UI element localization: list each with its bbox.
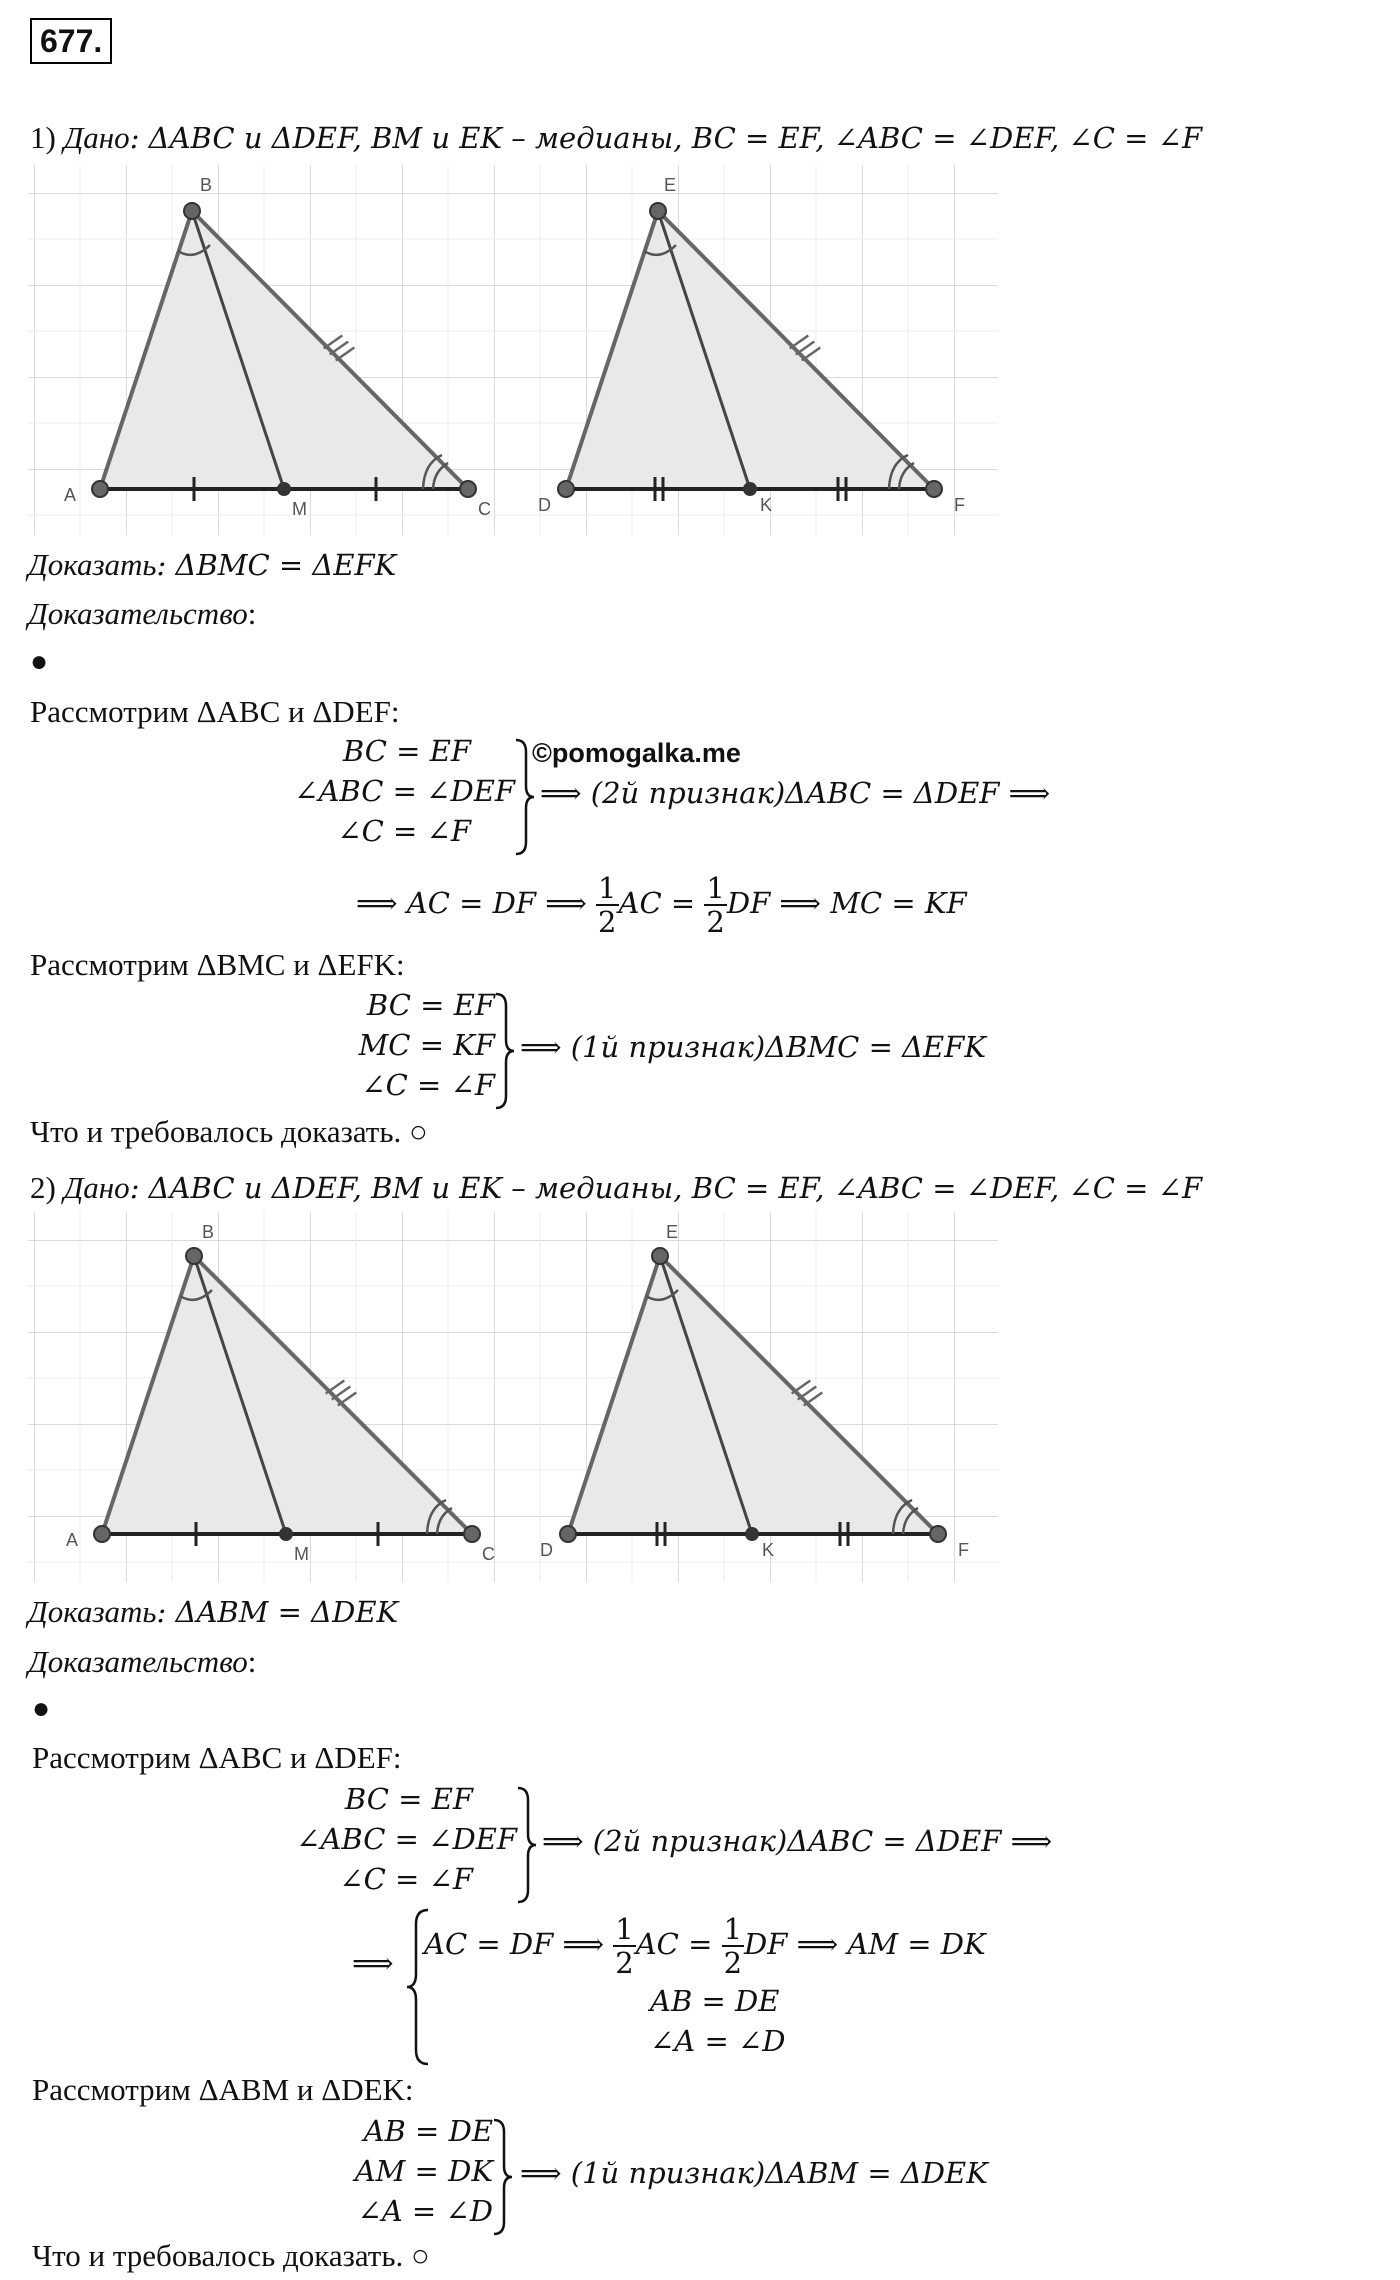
part2-prove-line <box>28 1592 398 1632</box>
part1-sys1-result: ⟹ (2й признак)ΔABC = ΔDEF ⟹ <box>540 776 1051 810</box>
part1-label-e: E <box>664 175 677 195</box>
part1-label-c: C <box>478 499 491 519</box>
part2-consider1: Рассмотрим ΔABC и ΔDEF: <box>32 1740 402 1775</box>
part2-label-b: B <box>202 1222 215 1242</box>
part1-given-text: : ΔABC и ΔDEF, BM и EK – медианы, BC = EF, ∠ABC = ∠DEF, ∠C = ∠F <box>129 121 1203 155</box>
part2-label-e: E <box>666 1222 679 1242</box>
part2-label-d: D <box>540 1540 553 1560</box>
part2-sys1-result: ⟹ (2й признак)ΔABC = ΔDEF ⟹ <box>542 1824 1053 1858</box>
part1-figure <box>28 165 998 535</box>
part1-label-a: A <box>64 485 77 505</box>
part1-label-b: B <box>200 175 213 195</box>
part2-sys-b-row1-a: AC = DF ⟹ <box>424 1927 605 1961</box>
part1-median-c: DF ⟹ MC = KF <box>726 886 967 920</box>
part2-label: 2) <box>30 1170 56 1205</box>
part1-sys1-row3: ∠C = ∠F <box>337 814 471 848</box>
part2-sys-b-row1 <box>424 1904 986 1984</box>
part1-consider1: Рассмотрим ΔABC и ΔDEF: <box>30 694 400 729</box>
part2-label-c: C <box>482 1544 495 1564</box>
part1-proof-colon: : <box>247 596 257 631</box>
part1-label-k: K <box>760 495 773 515</box>
part1-sys2-result: ⟹ (1й признак)ΔBMC = ΔEFK <box>520 1030 986 1064</box>
part1-given-word: Дано <box>63 120 130 155</box>
part1-sys2-row2: MC = KF <box>358 1028 495 1062</box>
part2-prove-text: : ΔABM = ΔDEK <box>156 1595 399 1629</box>
part1-proof-line <box>28 594 256 634</box>
part2-consider2: Рассмотрим ΔABM и ΔDEK: <box>32 2072 414 2107</box>
part1-median-a: ⟹ AC = DF ⟹ <box>356 886 587 920</box>
part2-label-f: F <box>958 1540 969 1560</box>
part2-sys2-brace <box>492 2118 514 2236</box>
part2-proof-word: Доказательство <box>28 1644 248 1679</box>
part1-frac-2: $\frac{1}{2}$ <box>706 871 725 939</box>
watermark: ©pomogalka.me <box>532 738 741 768</box>
part2-sys-b-row1-b: AC = <box>635 1927 713 1961</box>
part2-sys1-row1: BC = EF <box>344 1782 473 1816</box>
part1-system2 <box>300 988 495 1114</box>
part1-sys2-row3: ∠C = ∠F <box>361 1068 495 1102</box>
part2-conclusion: Что и требовалось доказать. ○ <box>32 2238 430 2273</box>
part2-sys1-row2: ∠ABC = ∠DEF <box>296 1822 517 1856</box>
part1-sys1-row1: BC = EF <box>342 734 471 768</box>
part2-given-text: : ΔABC и ΔDEF, BM и EK – медианы, BC = EF, ∠ABC = ∠DEF, ∠C = ∠F <box>129 1171 1203 1205</box>
part1-proof-word: Доказательство <box>28 596 248 631</box>
part1-conclusion: Что и требовалось доказать. ○ <box>30 1114 428 1149</box>
part2-prove-word: Доказать <box>28 1594 157 1629</box>
part2-frac-2: $\frac{1}{2}$ <box>723 1912 743 1980</box>
part1-sys2-brace <box>494 992 516 1110</box>
part1-bullet: ● <box>30 645 49 678</box>
part2-bullet: ● <box>32 1692 51 1725</box>
part2-sys-b-row2: AB = DE <box>650 1984 780 2018</box>
part2-proof-line <box>28 1642 256 1682</box>
part1-given-line <box>30 118 1202 158</box>
part1-median-line <box>356 863 967 943</box>
part1-consider2: Рассмотрим ΔBMC и ΔEFK: <box>30 947 405 982</box>
part2-sys2-row2: AM = DK <box>354 2154 493 2188</box>
part2-system2 <box>300 2114 493 2240</box>
part2-given-word: Дано <box>63 1170 130 1205</box>
part2-sys1-row3: ∠C = ∠F <box>339 1862 473 1896</box>
part2-sys-b-row3: ∠A = ∠D <box>650 2024 786 2058</box>
part2-label-k: K <box>762 1540 775 1560</box>
part2-sys1-brace <box>516 1786 538 1904</box>
part2-given-line <box>30 1168 1202 1208</box>
part1-label-m: M <box>292 499 307 519</box>
part2-sys2-row1: AB = DE <box>363 2114 493 2148</box>
part1-sys1-row2: ∠ABC = ∠DEF <box>294 774 515 808</box>
part2-figure <box>28 1212 998 1582</box>
part2-system1 <box>262 1782 517 1908</box>
part2-frac-1: $\frac{1}{2}$ <box>615 1912 634 1980</box>
part2-proof-colon: : <box>247 1644 257 1679</box>
part1-label: 1) <box>30 120 56 155</box>
part1-frac-1: $\frac{1}{2}$ <box>598 871 617 939</box>
part1-sys2-row1: BC = EF <box>366 988 495 1022</box>
part1-label-f: F <box>954 495 965 515</box>
part1-prove-text: : ΔBMC = ΔEFK <box>156 548 397 582</box>
part1-median-b: AC = <box>618 886 696 920</box>
part2-sys2-row3: ∠A = ∠D <box>357 2194 493 2228</box>
part2-label-a: A <box>66 1530 79 1550</box>
problem-number: 677. <box>30 18 112 64</box>
part2-sys2-result: ⟹ (1й признак)ΔABM = ΔDEK <box>520 2156 988 2190</box>
part2-impl-arrow: ⟹ <box>352 1946 394 1980</box>
part2-sys-b-row1-c: DF ⟹ AM = DK <box>744 1927 986 1961</box>
part1-prove-word: Доказать <box>28 547 157 582</box>
part1-system1 <box>260 734 515 860</box>
part1-prove-line <box>28 545 396 585</box>
part2-label-m: M <box>294 1544 309 1564</box>
part1-label-d: D <box>538 495 551 515</box>
